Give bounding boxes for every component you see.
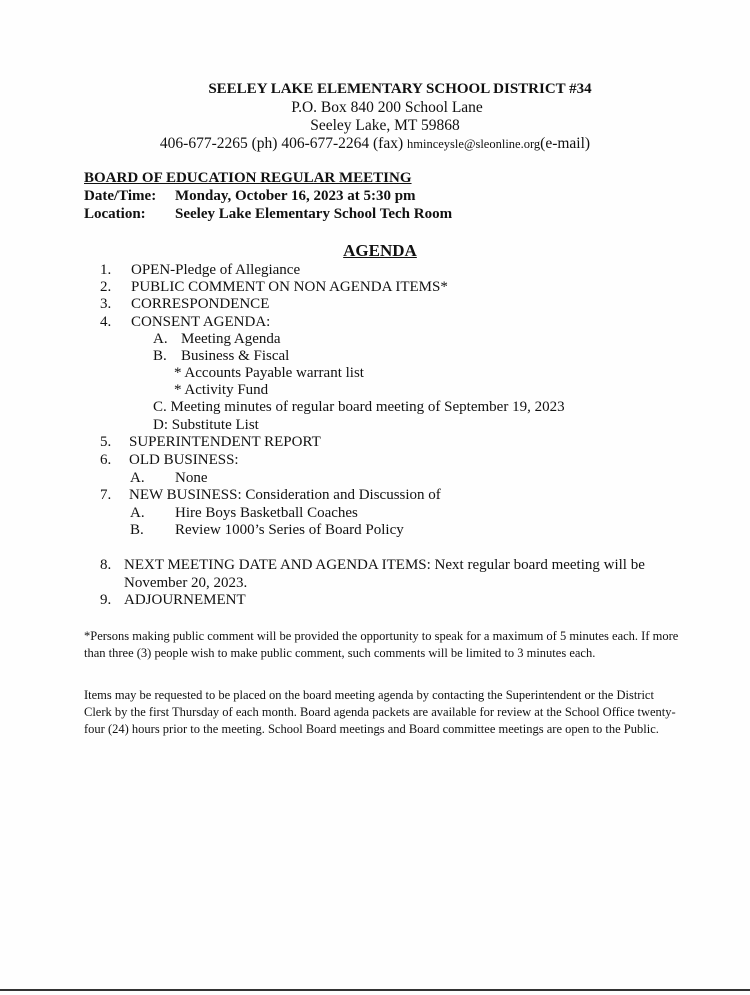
location-value: Seeley Lake Elementary School Tech Room	[175, 206, 453, 222]
sub-item-letter: A.	[153, 331, 168, 347]
location-label: Location:	[84, 206, 146, 222]
agenda-item-6a: None	[175, 470, 208, 486]
agenda-item-4b: Business & Fiscal	[181, 348, 290, 364]
agenda-item-1: OPEN-Pledge of Allegiance	[131, 262, 301, 278]
agenda-item-7a: Hire Boys Basketball Coaches	[175, 505, 358, 521]
agenda-item-number: 6.	[100, 452, 112, 468]
public-comment-note: *Persons making public comment will be provided the opportunity to speak for a maximum of 5 minutes each. If more than three (3) people wish to make public comment, such comments will be limited to 3 minutes each.	[84, 629, 679, 660]
email-suffix: (e-mail)	[540, 135, 591, 152]
agenda-item-4c: C. Meeting minutes of regular board meeting of September 19, 2023	[153, 399, 565, 415]
agenda-item-7: NEW BUSINESS: Consideration and Discussion of	[129, 487, 441, 503]
phone-fax-text: 406-677-2265 (ph) 406-677-2264 (fax)	[159, 135, 408, 152]
agenda-item-number: 2.	[100, 279, 112, 295]
agenda-item-number: 9.	[100, 592, 112, 608]
agenda-item-2: PUBLIC COMMENT ON NON AGENDA ITEMS*	[131, 279, 448, 295]
agenda-request-note: Items may be requested to be placed on the board meeting agenda by contacting the Superintendent or the District Clerk by the first Thursday of each month. Board agenda packets are available for review at the School Office twenty-four (24) hours prior to the meeting. School Board meetings and Board committee meetings are open to the Public.	[84, 688, 676, 736]
datetime-label: Date/Time:	[84, 188, 157, 204]
agenda-item-4b-2: * Activity Fund	[174, 382, 269, 398]
district-contact-line	[0, 135, 750, 153]
datetime-value: Monday, October 16, 2023 at 5:30 pm	[175, 188, 416, 204]
agenda-item-8-continued: November 20, 2023.	[124, 575, 248, 591]
sub-item-letter: A.	[130, 470, 145, 486]
agenda-item-8: NEXT MEETING DATE AND AGENDA ITEMS: Next regular board meeting will be	[124, 557, 645, 573]
agenda-item-6: OLD BUSINESS:	[129, 452, 239, 468]
agenda-item-number: 5.	[100, 434, 112, 450]
agenda-item-9: ADJOURNEMENT	[124, 592, 246, 608]
agenda-item-4a: Meeting Agenda	[181, 331, 281, 347]
agenda-item-5: SUPERINTENDENT REPORT	[129, 434, 321, 450]
agenda-item-number: 3.	[100, 296, 112, 312]
agenda-item-number: 4.	[100, 314, 112, 330]
sub-item-letter: B.	[130, 522, 144, 538]
sub-item-letter: A.	[130, 505, 145, 521]
agenda-item-7b: Review 1000’s Series of Board Policy	[175, 522, 404, 538]
agenda-item-3: CORRESPONDENCE	[131, 296, 270, 312]
agenda-item-number: 1.	[100, 262, 112, 278]
agenda-item-4b-1: * Accounts Payable warrant list	[174, 365, 364, 381]
district-address-line2: Seeley Lake, MT 59868	[310, 117, 460, 134]
agenda-item-4d: D: Substitute List	[153, 417, 259, 433]
meeting-title: BOARD OF EDUCATION REGULAR MEETING	[84, 170, 412, 186]
agenda-item-number: 8.	[100, 557, 112, 573]
email-address: hminceysle@sleonline.org	[407, 137, 541, 151]
agenda-item-number: 7.	[100, 487, 112, 503]
agenda-item-4: CONSENT AGENDA:	[131, 314, 271, 330]
sub-item-letter: B.	[153, 348, 167, 364]
district-name: SEELEY LAKE ELEMENTARY SCHOOL DISTRICT #34	[208, 81, 592, 97]
agenda-title: AGENDA	[343, 241, 417, 260]
district-address-line1: P.O. Box 840 200 School Lane	[291, 99, 483, 116]
page-bottom-rule	[0, 989, 750, 991]
